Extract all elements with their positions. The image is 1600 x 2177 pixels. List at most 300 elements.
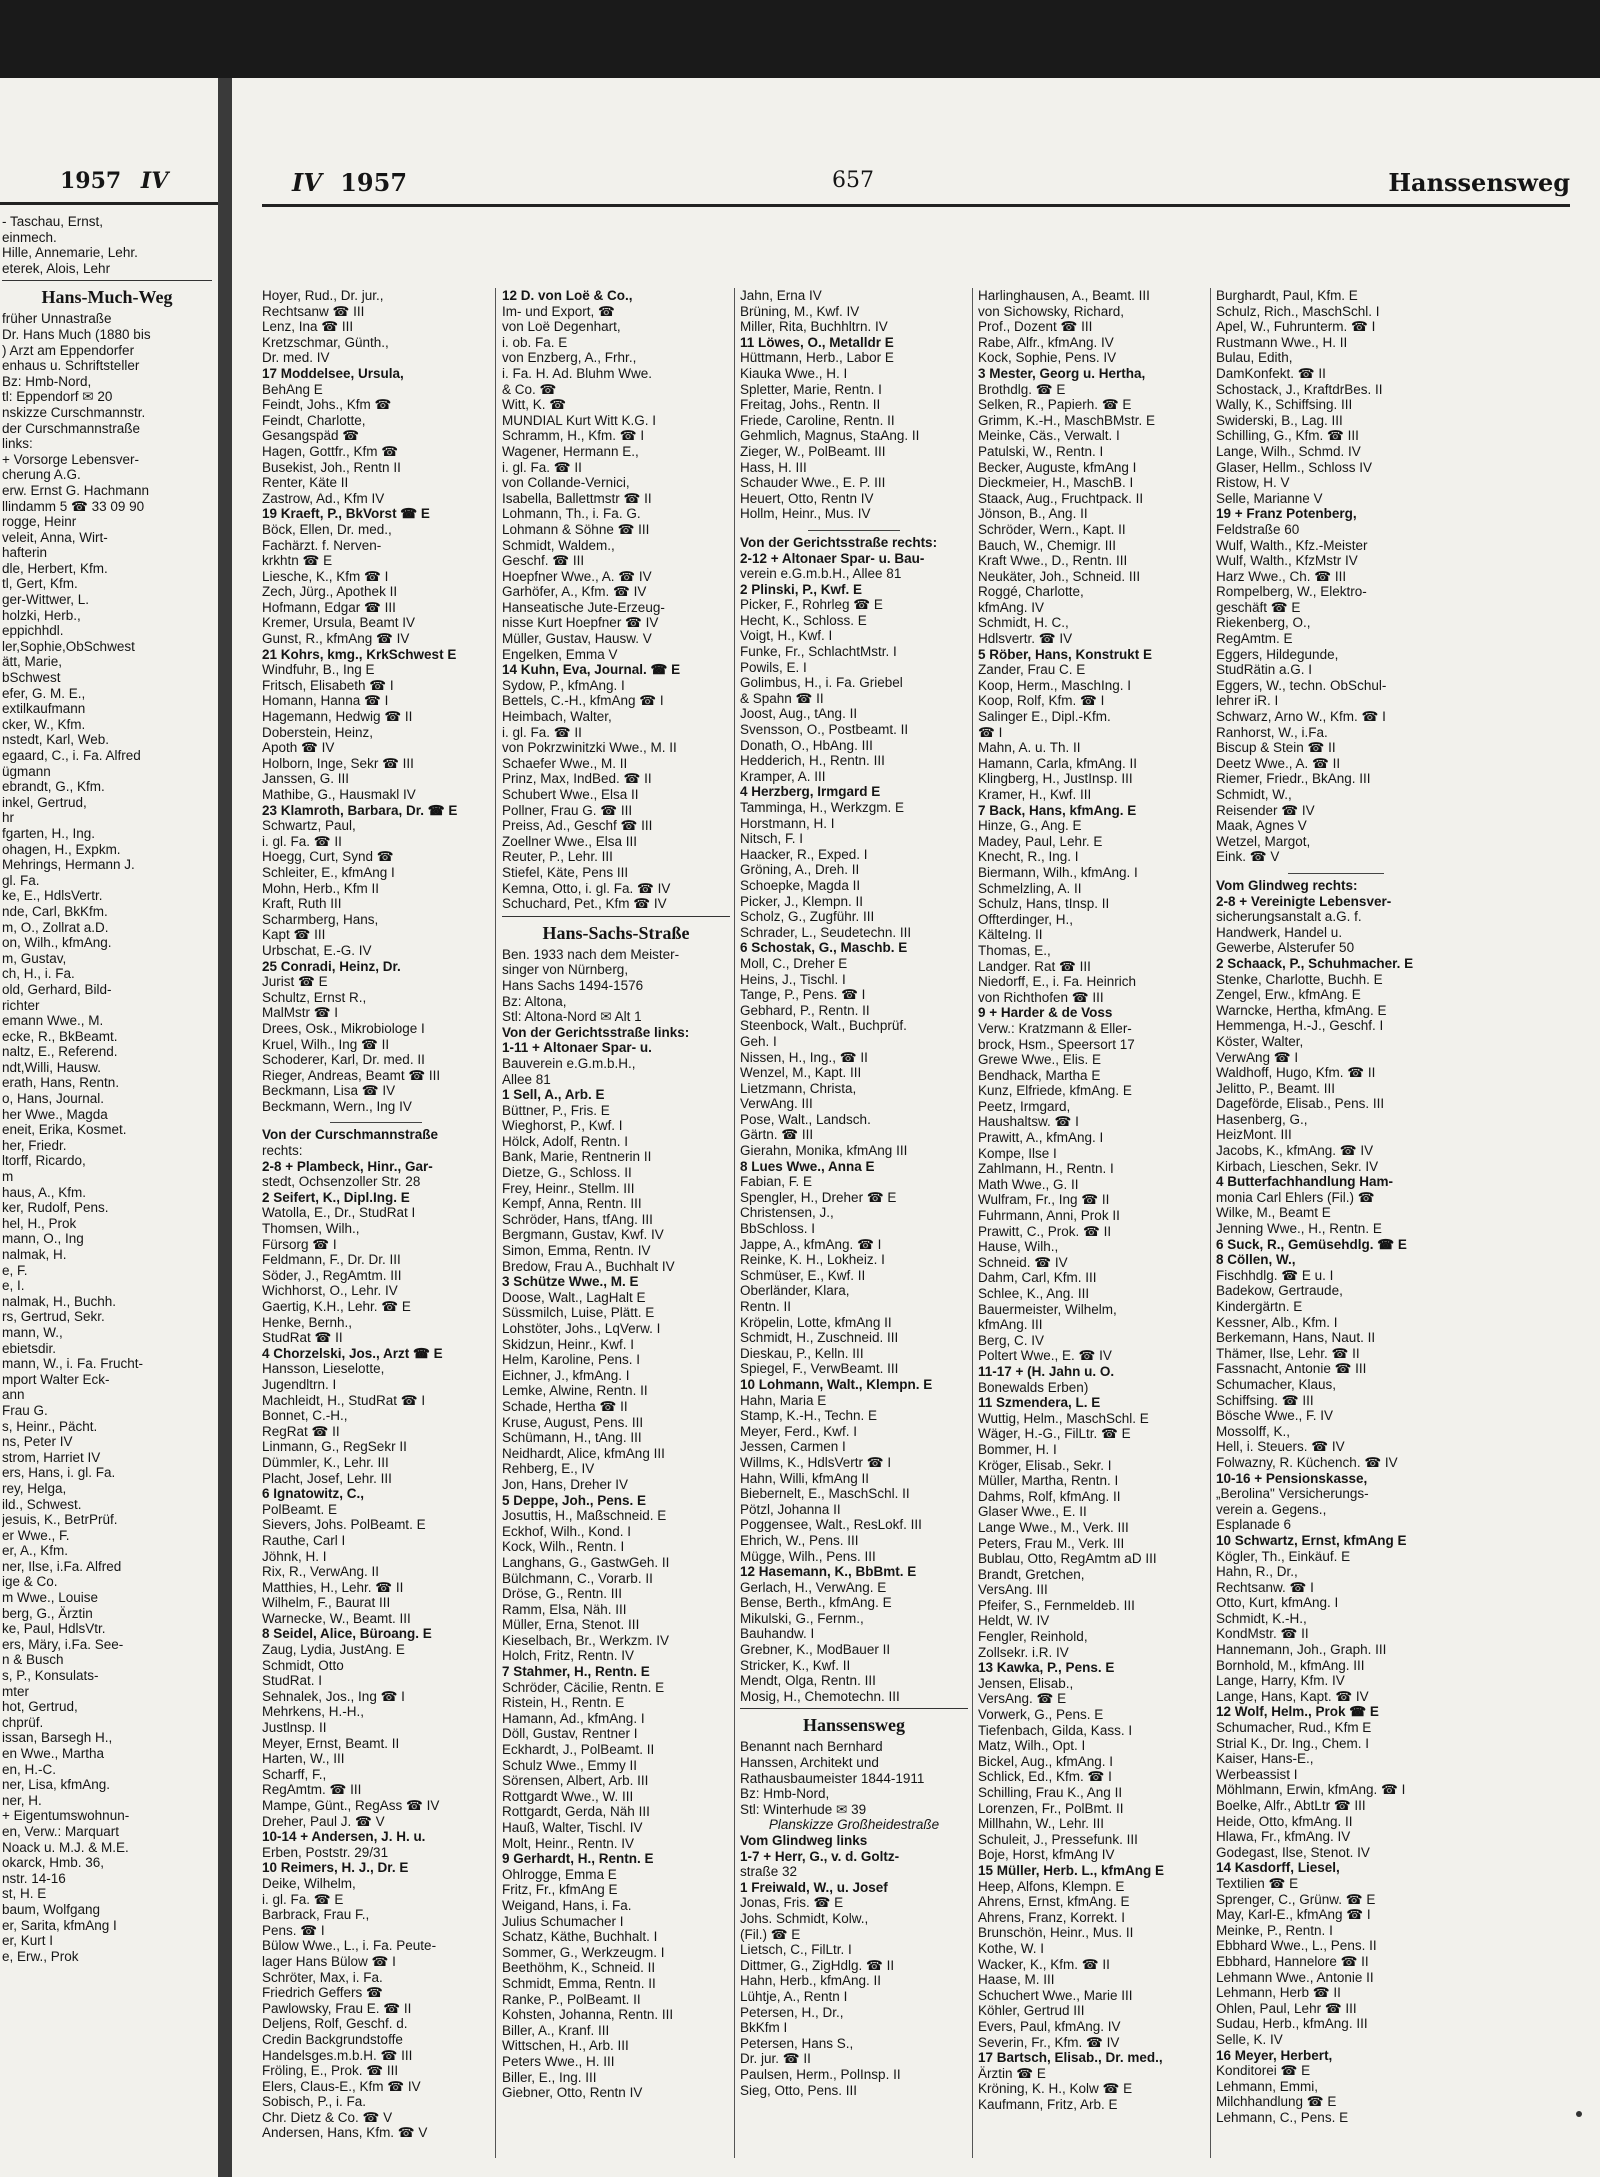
directory-entry: Hille, Annemarie, Lehr.	[2, 245, 138, 261]
directory-entry: Peters, Frau M., Verk. III	[978, 1535, 1125, 1551]
directory-entry: nstedt, Karl, Web.	[2, 732, 110, 748]
directory-entry: Peters Wwe., H. III	[502, 2053, 615, 2069]
directory-entry: Meyer, Ferd., Kwf. I	[740, 1423, 858, 1439]
directory-entry: 10 Reimers, H. J., Dr. E	[262, 1860, 409, 1876]
column-divider	[734, 288, 735, 2158]
directory-entry: straße 32	[740, 1864, 798, 1880]
directory-entry: gl. Fa.	[2, 872, 40, 888]
directory-entry: Wulfram, Fr., Ing ☎ II	[978, 1192, 1110, 1208]
directory-entry: Rauthe, Carl I	[262, 1532, 346, 1548]
directory-entry: 2-8 + Vereinigte Lebensver-	[1216, 893, 1392, 909]
column-3	[740, 288, 968, 2158]
directory-entry: Kempf, Anna, Rentn. III	[502, 1196, 642, 1212]
directory-entry: & Spahn ☎ II	[740, 690, 824, 706]
directory-entry: Langhans, G., GastwGeh. II	[502, 1554, 670, 1570]
directory-entry: Thomsen, Wilh.,	[262, 1221, 360, 1237]
directory-entry: rechts:	[262, 1143, 303, 1159]
directory-entry: issan, Barsegh H.,	[2, 1730, 113, 1746]
directory-entry: Fassnacht, Antonie ☎ III	[1216, 1361, 1367, 1377]
directory-entry: von Richthofen ☎ III	[978, 989, 1104, 1005]
directory-entry: en, H.-C.	[2, 1761, 57, 1777]
directory-entry: Schade, Hertha ☎ II	[502, 1398, 628, 1414]
directory-entry: 1-7 + Herr, G., v. d. Goltz-	[740, 1848, 900, 1864]
directory-entry: 23 Klamroth, Barbara, Dr. ☎ E	[262, 802, 458, 818]
directory-entry: Biebernelt, E., MaschSchl. II	[740, 1486, 910, 1502]
directory-entry: tl, Gert, Kfm.	[2, 576, 78, 592]
directory-entry: Barbrack, Frau F.,	[262, 1907, 370, 1923]
directory-entry: Gebhard, P., Rentn. II	[740, 1002, 870, 1018]
directory-entry: RegAmtm. E	[1216, 631, 1293, 647]
directory-entry: s, P., Konsulats-	[2, 1668, 99, 1684]
directory-entry: Grebner, K., ModBauer II	[740, 1642, 891, 1658]
directory-entry: Kraft Wwe., D., Rentn. III	[978, 553, 1128, 569]
directory-entry: Scharmberg, Hans,	[262, 911, 379, 927]
directory-entry: Ohlrogge, Emma E	[502, 1866, 617, 1882]
directory-entry: Willms, K., HdlsVertr ☎ I	[740, 1454, 892, 1470]
directory-entry: Schubert Wwe., Elsa II	[502, 787, 639, 802]
directory-entry: Von der Curschmannstraße	[262, 1127, 439, 1143]
directory-entry: Prof., Dozent ☎ III	[978, 319, 1093, 335]
directory-entry: Ristow, H. V	[1216, 475, 1290, 491]
directory-entry: 8 Seidel, Alice, Büroang. E	[262, 1626, 432, 1642]
directory-entry: Bonewalds Erben)	[978, 1379, 1089, 1395]
directory-entry: Bauhandw. I	[740, 1626, 815, 1642]
directory-entry: StudRat. I	[262, 1673, 323, 1689]
directory-entry: Heins, J., Tischl. I	[740, 971, 846, 987]
directory-entry: er, Kurt I	[2, 1933, 54, 1949]
directory-entry: Eggers, W., techn. ObSchul-	[1216, 677, 1387, 693]
directory-entry: Dittmer, G., ZigHdlg. ☎ II	[740, 1957, 895, 1973]
directory-entry: Garhöfer, A., Kfm. ☎ IV	[502, 584, 647, 600]
directory-entry: Hoepfner Wwe., A. ☎ IV	[502, 568, 652, 584]
directory-entry: Hans Sachs 1494-1576	[502, 977, 644, 993]
directory-entry: ) Arzt am Eppendorfer	[2, 342, 135, 358]
directory-entry: richter	[2, 997, 40, 1013]
directory-entry: Kretzschmar, Günth.,	[262, 334, 389, 350]
directory-entry: emann Wwe., M.	[2, 1013, 104, 1029]
directory-entry: Schoderer, Karl, Dr. med. II	[262, 1052, 425, 1068]
directory-entry: Schatz, Käthe, Buchhalt. I	[502, 1929, 658, 1945]
directory-entry: Vom Glindweg rechts:	[1216, 877, 1358, 893]
directory-entry: Weigand, Hans, i. Fa.	[502, 1897, 632, 1913]
directory-entry: Meyer, Ernst, Beamt. II	[262, 1735, 400, 1751]
directory-entry: Godegast, Ilse, Stenot. IV	[1216, 1844, 1370, 1860]
directory-entry: ätt, Marie,	[2, 654, 63, 670]
directory-entry: Bickel, Aug., kfmAng. I	[978, 1753, 1114, 1769]
directory-entry: okarck, Hmb. 36,	[2, 1855, 105, 1871]
directory-entry: Hölck, Adolf, Rentn. I	[502, 1133, 629, 1149]
directory-entry: i. Fa. H. Ad. Bluhm Wwe.	[502, 365, 653, 381]
directory-entry: Deike, Wilhelm,	[262, 1875, 356, 1891]
directory-entry: Bülchmann, C., Vorarb. II	[502, 1570, 653, 1586]
directory-entry: Lühtje, A., Rentn I	[740, 1988, 848, 2004]
directory-entry: Heide, Otto, kfmAng. II	[1216, 1813, 1353, 1829]
directory-entry: Biscup & Stein ☎ II	[1216, 740, 1336, 756]
directory-entry: 5 Röber, Hans, Konstrukt E	[978, 646, 1153, 662]
right-year: 1957	[340, 168, 408, 197]
directory-entry: + Vorsorge Lebensver-	[2, 451, 139, 467]
directory-entry: Mehrkens, H.-H.,	[262, 1704, 365, 1720]
directory-entry: Koop, Rolf, Kfm. ☎ I	[978, 693, 1105, 709]
directory-entry: Schrader, L., Seudetechn. III	[740, 924, 912, 940]
directory-entry: 9 Gerhardt, H., Rentn. E	[502, 1851, 654, 1867]
directory-entry: jesuis, K., BetrPrüf.	[2, 1512, 118, 1528]
directory-entry: m, O., Zollrat a.D.	[2, 919, 109, 935]
directory-entry: Grewe Wwe., Elis. E	[978, 1052, 1102, 1068]
directory-entry: früher Unnastraße	[2, 311, 112, 327]
directory-entry: Heep, Alfons, Klempn. E	[978, 1878, 1125, 1894]
directory-entry: Schwartz, Paul,	[262, 818, 356, 834]
directory-entry: Hinze, G., Ang. E	[978, 818, 1082, 834]
directory-entry: Becker, Auguste, kfmAng I	[978, 459, 1137, 475]
directory-entry: Zengel, Erw., kfmAng. E	[1216, 987, 1361, 1003]
directory-entry: - Taschau, Ernst,	[2, 214, 104, 229]
directory-entry: Fischhdlg. ☎ E u. I	[1216, 1267, 1334, 1283]
directory-entry: Eggers, Hildegunde,	[1216, 646, 1339, 662]
directory-entry: Böck, Ellen, Dr. med.,	[262, 521, 392, 537]
directory-entry: Zollsekr. i.R. IV	[978, 1644, 1069, 1660]
directory-entry: hel, H., Prok	[2, 1215, 77, 1231]
directory-entry: Kruse, August, Pens. III	[502, 1414, 644, 1430]
directory-entry: Biller, A., Kranf. III	[502, 2022, 610, 2038]
directory-entry: Jurist ☎ E	[262, 974, 328, 990]
directory-entry: Rustmann Wwe., H. II	[1216, 334, 1348, 350]
directory-entry: Hansson, Lieselotte,	[262, 1361, 385, 1377]
directory-entry: RegAmtm. ☎ III	[262, 1782, 362, 1798]
directory-entry: ner, Lisa, kfmAng.	[2, 1777, 111, 1793]
directory-entry: Biermann, Wilh., kfmAng. I	[978, 864, 1138, 880]
directory-entry: Warnecke, W., Beamt. III	[262, 1610, 411, 1626]
directory-entry: Kohsten, Johanna, Rentn. III	[502, 2007, 674, 2023]
directory-entry: Josuttis, H., Maßschneid. E	[502, 1508, 667, 1524]
directory-entry: Ebbhard Wwe., L., Pens. II	[1216, 1938, 1377, 1954]
directory-entry: Holborn, Inge, Sekr ☎ III	[262, 755, 414, 771]
directory-entry: Patulski, W., Rentn. I	[978, 443, 1104, 459]
directory-entry: Rompelberg, W., Elektro-	[1216, 584, 1367, 600]
directory-entry: Mosig, H., Chemotechn. III	[740, 1688, 900, 1704]
directory-entry: Gesangspäd ☎	[262, 428, 360, 444]
directory-entry: en, Verw.: Marquart	[2, 1823, 120, 1839]
directory-entry: Vom Glindweg links	[740, 1833, 868, 1848]
directory-entry: Bense, Berth., kfmAng. E	[740, 1595, 892, 1611]
directory-entry: 3 Schütze Wwe., M. E	[502, 1274, 639, 1290]
directory-entry: brock, Hsm., Speersort 17	[978, 1036, 1135, 1052]
directory-entry: Schmidt, W.,	[1216, 787, 1292, 802]
directory-entry: e, Erw., Prok	[2, 1948, 79, 1964]
directory-entry: Hemmenga, H.-J., Geschf. I	[1216, 1018, 1384, 1034]
directory-entry: Wally, K., Schiffsing. III	[1216, 397, 1353, 413]
directory-entry: Machleidt, H., StudRat ☎ I	[262, 1392, 426, 1408]
directory-entry: Heimbach, Walter,	[502, 709, 612, 725]
directory-entry: i. gl. Fa. ☎ II	[502, 724, 582, 740]
directory-entry: Hamann, Ad., kfmAng. I	[502, 1710, 645, 1726]
directory-entry: 5 Deppe, Joh., Pens. E	[502, 1492, 647, 1508]
directory-entry: Schmidt, Otto	[262, 1657, 344, 1673]
directory-entry: on, Wilh., kfmAng.	[2, 935, 112, 951]
directory-entry: Dr. med. IV	[262, 350, 330, 366]
directory-entry: Kramer, H., Kwf. III	[978, 787, 1092, 802]
directory-entry: Miller, Rita, Buchhltrn. IV	[740, 319, 888, 335]
directory-entry: Picker, J., Klempn. II	[740, 893, 864, 909]
directory-entry: Hasenberg, G.,	[1216, 1111, 1308, 1127]
directory-entry: ers, Märy, i.Fa. See-	[2, 1636, 124, 1652]
directory-entry: Roggé, Charlotte,	[978, 584, 1084, 600]
directory-entry: Fabian, F. E	[740, 1174, 813, 1190]
directory-entry: Riemer, Friedr., BkAng. III	[1216, 771, 1371, 787]
directory-entry: Sprenger, C., Grünw. ☎ E	[1216, 1891, 1376, 1907]
directory-entry: Windfuhr, B., Ing E	[262, 662, 375, 678]
directory-entry: mann, W., i. Fa. Frucht-	[2, 1356, 144, 1372]
directory-entry: Harz Wwe., Ch. ☎ III	[1216, 568, 1347, 584]
directory-entry: Burghardt, Paul, Kfm. E	[1216, 288, 1358, 303]
directory-entry: Kirbach, Lieschen, Sekr. IV	[1216, 1158, 1379, 1174]
directory-entry: Bauermeister, Wilhelm,	[978, 1301, 1117, 1317]
directory-entry: Salinger E., Dipl.-Kfm.	[978, 709, 1111, 725]
directory-entry: i. gl. Fa. ☎ II	[502, 459, 582, 475]
directory-entry: Ranke, P., PolBeamt. II	[502, 1991, 641, 2007]
directory-entry: Boje, Horst, kfmAng IV	[978, 1847, 1115, 1863]
directory-entry: Mügge, Wilh., Pens. III	[740, 1548, 876, 1564]
directory-entry: Koop, Herm., MaschIng. I	[978, 677, 1132, 693]
directory-entry: 13 Kawka, P., Pens. E	[978, 1660, 1115, 1676]
directory-entry: 4 Butterfachhandlung Ham-	[1216, 1174, 1394, 1190]
directory-entry: Kröger, Elisab., Sekr. I	[978, 1457, 1112, 1473]
directory-entry: Spiegel, F., VerwBeamt. III	[740, 1361, 899, 1377]
directory-entry: Hahn, R., Dr.,	[1216, 1564, 1298, 1580]
directory-entry: Sommer, G., Werkzeugm. I	[502, 1944, 665, 1960]
directory-entry: Fröling, E., Prok. ☎ III	[262, 2063, 399, 2079]
directory-entry: Harlinghausen, A., Beamt. III	[978, 288, 1150, 303]
directory-entry: Selle, Marianne V	[1216, 490, 1323, 506]
directory-entry: Lietsch, C., FilLtr. I	[740, 1942, 852, 1958]
directory-entry: Jappe, A., kfmAng. ☎ I	[740, 1236, 882, 1252]
directory-entry: Johs. Schmidt, Kolw.,	[740, 1910, 869, 1926]
directory-entry: Pfeifer, S., Fernmeldeb. III	[978, 1597, 1135, 1613]
directory-entry: Matthies, H., Lehr. ☎ II	[262, 1579, 404, 1595]
directory-entry: nisse Kurt Hoepfner ☎ IV	[502, 615, 659, 631]
directory-entry: Wilke, M., Beamt E	[1216, 1205, 1331, 1221]
directory-entry: Homann, Hanna ☎ I	[262, 693, 389, 709]
directory-entry: Doose, Walt., LagHalt E	[502, 1289, 646, 1305]
directory-entry: Eichner, J., kfmAng. I	[502, 1367, 630, 1383]
directory-entry: Voigt, H., Kwf. I	[740, 628, 833, 644]
column-1	[262, 288, 490, 2158]
directory-entry: Wichhorst, O., Lehr. IV	[262, 1283, 398, 1299]
directory-entry: mport Walter Eck-	[2, 1371, 110, 1387]
right-page	[232, 78, 1600, 2177]
directory-entry: Swiderski, B., Lag. III	[1216, 412, 1343, 428]
directory-entry: Friede, Caroline, Rentn. II	[740, 412, 895, 428]
directory-entry: haus, A., Kfm.	[2, 1184, 87, 1200]
directory-entry: erath, Hans, Rentn.	[2, 1075, 120, 1091]
directory-entry: Wulf, Walth., KfzMstr IV	[1216, 553, 1358, 569]
directory-entry: Otto, Kurt, kfmAng. I	[1216, 1595, 1339, 1611]
directory-entry: Heldt, W. IV	[978, 1613, 1050, 1629]
directory-entry: kfmAng. IV	[978, 599, 1045, 615]
directory-entry: 17 Moddelsee, Ursula,	[262, 365, 404, 381]
directory-entry: rogge, Heinr	[2, 514, 77, 530]
directory-entry: Kröpelin, Lotte, kfmAng II	[740, 1314, 892, 1330]
directory-entry: Prawitt, C., Prok. ☎ II	[978, 1223, 1112, 1239]
directory-entry: Julius Schumacher I	[502, 1913, 624, 1929]
directory-entry: Fürsorg ☎ I	[262, 1236, 337, 1252]
directory-entry: Schoepke, Magda II	[740, 877, 861, 893]
directory-entry: Badekow, Gertraude,	[1216, 1283, 1343, 1299]
directory-entry: Zander, Frau C. E	[978, 662, 1086, 678]
directory-entry: Brandt, Gretchen,	[978, 1566, 1085, 1582]
running-head: Hanssensweg	[1388, 168, 1570, 197]
directory-entry: Bz: Hmb-Nord,	[740, 1786, 830, 1802]
directory-entry: Fritz, Fr., kfmAng E	[502, 1882, 618, 1898]
directory-entry: Glaser Wwe., E. II	[978, 1504, 1087, 1520]
directory-entry: Paulsen, Herm., PolInsp. II	[740, 2066, 901, 2082]
directory-entry: Kock, Sophie, Pens. IV	[978, 350, 1117, 366]
directory-entry: Engelken, Emma V	[502, 646, 618, 662]
directory-entry: Boelke, Alfr., AbtLtr ☎ III	[1216, 1798, 1366, 1813]
directory-entry: i. gl. Fa. ☎ II	[262, 833, 342, 849]
directory-entry: 19 Kraeft, P., BkVorst ☎ E	[262, 506, 430, 522]
directory-entry: Poggensee, Walt., ResLokf. III	[740, 1517, 922, 1533]
directory-entry: BbSchloss. I	[740, 1221, 816, 1237]
directory-entry: Sehnalek, Jos., Ing ☎ I	[262, 1688, 405, 1704]
directory-entry: Selle, K. IV	[1216, 2031, 1283, 2047]
directory-entry: Jöhnk, H. I	[262, 1548, 327, 1564]
directory-entry: Schulz, Rich., MaschSchl. I	[1216, 303, 1380, 319]
directory-entry: Zahlmann, H., Rentn. I	[978, 1161, 1114, 1177]
directory-entry: Credin Backgrundstoffe	[262, 2031, 403, 2047]
directory-entry: Hahn, Willi, kfmAng II	[740, 1470, 870, 1486]
directory-entry: Gröning, A., Dreh. II	[740, 862, 860, 878]
directory-entry: Lange Wwe., M., Verk. III	[978, 1519, 1129, 1535]
directory-entry: Sieg, Otto, Pens. III	[740, 2082, 858, 2098]
directory-entry: Tiefenbach, Gilda, Kass. I	[978, 1722, 1133, 1738]
directory-entry: Spletter, Marie, Rentn. I	[740, 381, 882, 397]
directory-entry: Niedorff, E., i. Fa. Heinrich	[978, 974, 1137, 990]
directory-entry: Lange, Hans, Kapt. ☎ IV	[1216, 1688, 1369, 1704]
directory-entry: 3 Mester, Georg u. Hertha,	[978, 365, 1146, 381]
directory-entry: StudRat ☎ II	[262, 1330, 343, 1346]
directory-entry: Schaefer Wwe., M. II	[502, 755, 628, 771]
directory-entry: Knecht, R., Ing. I	[978, 849, 1079, 865]
directory-entry: Freitag, Johs., Rentn. II	[740, 397, 881, 413]
directory-entry: Schiffsing. ☎ III	[1216, 1392, 1314, 1408]
street-heading: Hans-Much-Weg	[2, 280, 212, 311]
directory-entry: Reinke, K. H., Lokheiz. I	[740, 1252, 885, 1268]
directory-entry: Rentn. II	[740, 1299, 792, 1314]
directory-entry: Kieselbach, Br., Werkzm. IV	[502, 1632, 670, 1648]
directory-entry: Deljens, Rolf, Geschf. d.	[262, 2016, 408, 2032]
directory-entry: Mathibe, G., Hausmakl IV	[262, 787, 416, 802]
directory-entry: Scharff, F.,	[262, 1766, 327, 1782]
directory-entry: strom, Harriet IV	[2, 1449, 101, 1465]
directory-entry: Schleiter, E., kfmAng I	[262, 864, 395, 880]
directory-entry: Wulf, Walth., Kfz.-Meister	[1216, 537, 1368, 553]
directory-entry: Wetzel, Margot,	[1216, 833, 1311, 849]
directory-entry: s, Heinr., Pächt.	[2, 1418, 98, 1434]
directory-entry: Wacker, K., Kfm. ☎ II	[978, 1956, 1110, 1972]
directory-entry: Fachärzt. f. Nerven-	[262, 537, 382, 553]
directory-entry: Bz: Hmb-Nord,	[2, 373, 92, 389]
directory-entry: Powils, E. I	[740, 659, 807, 675]
directory-entry: Reuter, P., Lehr. III	[502, 849, 613, 865]
section-rule	[808, 522, 899, 531]
directory-entry: Tange, P., Pens. ☎ I	[740, 987, 866, 1003]
directory-entry: Lehmann, Emmi,	[1216, 2078, 1319, 2094]
directory-entry: 8 Cöllen, W.,	[1216, 1252, 1296, 1268]
left-numeral: IV	[140, 168, 169, 194]
directory-entry: rey, Helga,	[2, 1480, 67, 1496]
directory-entry: Glaser, Hellm., Schloss IV	[1216, 459, 1373, 475]
directory-entry: Geschf. ☎ III	[502, 553, 585, 569]
directory-entry: Von der Gerichtsstraße links:	[502, 1024, 690, 1040]
directory-entry: Feldmann, F., Dr. Dr. III	[262, 1252, 401, 1268]
directory-entry: efer, G. M. E.,	[2, 685, 86, 701]
directory-entry: Strial K., Dr. Ing., Chem. I	[1216, 1735, 1370, 1751]
directory-entry: Zieger, W., PolBeamt. III	[740, 443, 886, 459]
directory-entry: mter	[2, 1683, 29, 1699]
directory-entry: Spengler, H., Dreher ☎ E	[740, 1189, 897, 1205]
directory-entry: Schulz Wwe., Emmy II	[502, 1757, 638, 1773]
directory-entry: enhaus u. Schriftsteller	[2, 358, 140, 374]
directory-entry: Hdlsvertr. ☎ IV	[978, 631, 1073, 647]
directory-entry: Von der Gerichtsstraße rechts:	[740, 534, 938, 550]
directory-entry: 2-8 + Plambeck, Hinr., Gar-	[262, 1158, 433, 1174]
directory-entry: Lehmann, C., Pens. E	[1216, 2109, 1349, 2125]
directory-entry: Doberstein, Heinz,	[262, 724, 374, 740]
directory-entry: 10-16 + Pensionskasse,	[1216, 1470, 1368, 1486]
directory-entry: Kruel, Wilh., Ing ☎ II	[262, 1036, 390, 1052]
directory-entry: Handelsges.m.b.H. ☎ III	[262, 2047, 413, 2063]
directory-entry: nskizze Curschmannstr.	[2, 404, 146, 420]
directory-entry: 14 Kasdorff, Liesel,	[1216, 1860, 1340, 1876]
directory-entry: Köhler, Gertrud III	[978, 2003, 1085, 2019]
directory-entry: VersAng. ☎ E	[978, 1691, 1067, 1707]
directory-entry: Esplanade 6	[1216, 1517, 1292, 1533]
directory-entry: berg, G., Ärztin	[2, 1605, 93, 1621]
directory-entry: llindamm 5 ☎ 33 09 90	[2, 498, 145, 514]
directory-entry: von Sichowsky, Richard,	[978, 303, 1125, 319]
directory-entry: ohagen, H., Expkm.	[2, 841, 121, 857]
directory-entry: bSchwest	[2, 670, 61, 686]
directory-entry: Ahrens, Ernst, kfmAng. E	[978, 1894, 1130, 1910]
directory-entry: Waldhoff, Hugo, Kfm. ☎ II	[1216, 1065, 1376, 1081]
directory-entry: Severin, Fr., Kfm. ☎ IV	[978, 2034, 1120, 2050]
directory-entry: Kessner, Alb., Kfm. I	[1216, 1314, 1338, 1330]
directory-entry: kfmAng. III	[978, 1317, 1043, 1333]
directory-entry: 4 Herzberg, Irmgard E	[740, 784, 881, 800]
directory-entry: ild., Schwest.	[2, 1496, 82, 1512]
directory-entry: Gaertig, K.H., Lehr. ☎ E	[262, 1299, 411, 1314]
directory-entry: Sörensen, Albert, Arb. III	[502, 1773, 649, 1789]
directory-entry: i. gl. Fa. ☎ E	[262, 1891, 344, 1907]
directory-entry: Prawitt, A., kfmAng. I	[978, 1130, 1104, 1146]
directory-entry: krkhtn ☎ E	[262, 553, 333, 569]
directory-entry: Ramm, Elsa, Näh. III	[502, 1601, 627, 1617]
directory-entry: Jahn, Erna IV	[740, 288, 822, 303]
directory-entry: Pens. ☎ I	[262, 1922, 325, 1938]
page-number: 657	[832, 168, 874, 193]
directory-entry: Reisender ☎ IV	[1216, 802, 1315, 818]
directory-entry: Molt, Heinr., Rentn. IV	[502, 1835, 635, 1851]
directory-entry: Lange, Wilh., Schmd. IV	[1216, 443, 1361, 459]
directory-entry: Isabella, Ballettmstr ☎ II	[502, 490, 652, 506]
directory-entry: Elers, Claus-E., Kfm ☎ IV	[262, 2078, 421, 2094]
directory-entry: Christensen, J.,	[740, 1205, 834, 1221]
directory-entry: 6 Suck, R., Gemüsehdlg. ☎ E	[1216, 1236, 1407, 1252]
directory-entry: Schilling, Frau K., Ang II	[978, 1785, 1123, 1800]
directory-entry: Kiauka Wwe., H. I	[740, 365, 848, 381]
directory-entry: ndt,Willi, Hausw.	[2, 1059, 102, 1075]
